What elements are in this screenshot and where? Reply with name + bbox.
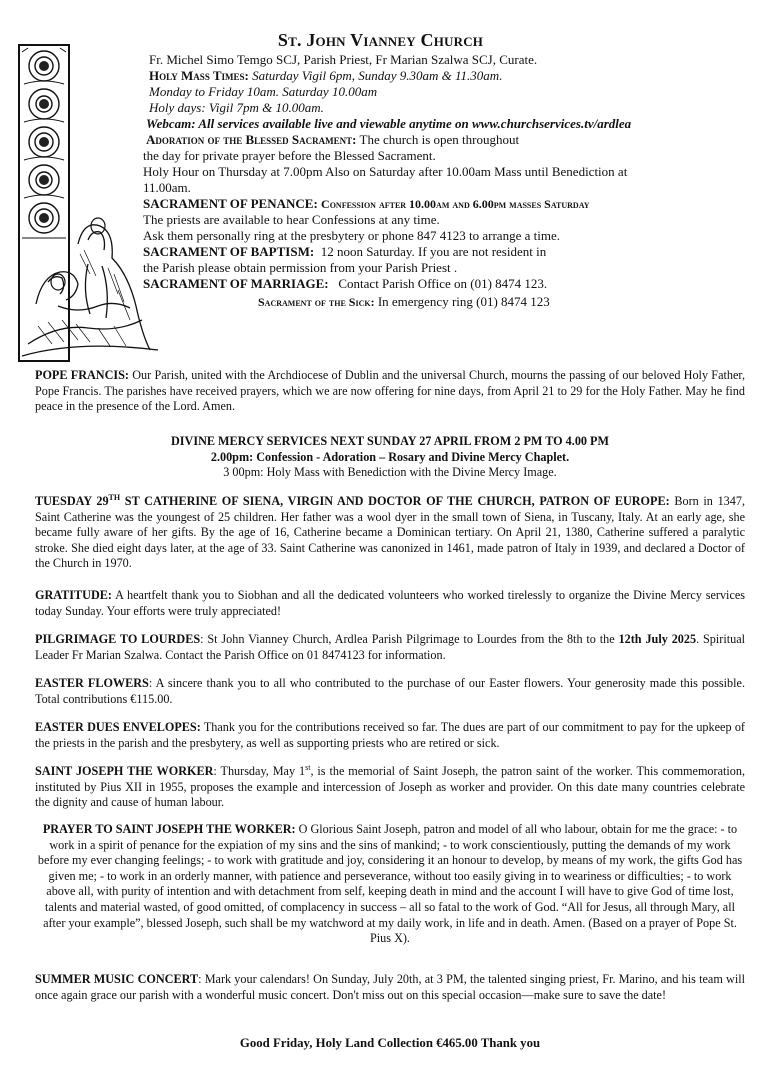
pope-francis-text: Our Parish, united with the Archdiocese of Dublin and the universal Church, mourns the passing of our beloved Holy Father, Pope Francis. The parishes have received prayers, which we are now offering for nine days, from April 21 to 29 for the Holy Father. May he find peace in the presence of the Lord. Amen.	[35, 368, 745, 414]
easter-flowers-paragraph	[35, 676, 745, 707]
divine-mercy-schedule-1: 2.00pm: Confession - Adoration – Rosary and Divine Mercy Chaplet.	[210, 449, 570, 464]
pope-francis-paragraph	[35, 368, 745, 415]
divine-mercy-heading: DIVINE MERCY SERVICES NEXT SUNDAY 27 APRIL FROM 2 PM TO 4.00 PM	[170, 434, 610, 448]
webcam-line: Webcam: All services available live and viewable anytime on www.churchservices.tv/ardlea	[146, 116, 632, 131]
sick-text: In emergency ring (01) 8474 123	[377, 294, 550, 309]
easter-dues-label: EASTER DUES ENVELOPES:	[35, 720, 201, 734]
adoration-line	[146, 132, 519, 148]
baptism-line	[143, 244, 546, 260]
header-section	[0, 0, 761, 370]
sick-line	[258, 294, 550, 310]
gratitude-label: GRATITUDE:	[35, 588, 112, 602]
saint-joseph-label: SAINT JOSEPH THE WORKER	[35, 764, 214, 778]
easter-flowers-label: EASTER FLOWERS	[35, 676, 149, 690]
pieta-engraving-image	[18, 44, 162, 362]
pope-francis-label: POPE FRANCIS:	[35, 368, 129, 382]
mass-times-label: Holy Mass Times:	[149, 68, 249, 83]
divine-mercy-section	[35, 434, 745, 481]
summer-concert-paragraph	[35, 972, 745, 1003]
adoration-line-2: the day for private prayer before the Blessed Sacrament.	[143, 148, 436, 163]
easter-dues-text: Thank you for the contributions received so far. The dues are part of our commitment to pay for the upkeep of the priests in the parish and the presbytery, as well as supporting priests who are retired or sick.	[35, 720, 745, 750]
baptism-label: SACRAMENT OF BAPTISM:	[143, 244, 315, 259]
st-catherine-paragraph	[35, 494, 745, 572]
summer-concert-label: SUMMER MUSIC CONCERT	[35, 972, 199, 986]
holy-land-collection-footer: Good Friday, Holy Land Collection €465.00 Thank you	[239, 1036, 541, 1050]
holy-hour-line-2: 11.00am.	[143, 180, 191, 195]
baptism-text-2: the Parish please obtain permission from your Parish Priest .	[143, 260, 458, 275]
saint-joseph-paragraph: SAINT JOSEPH THE WORKER: Thursday, May 1st, is the memorial of Saint Joseph, the patron saint of the worker. This commemoration, instituted by Pius XII in 1955, proposes the example and intercession of Joseph as worker and provider. On this date many countries celebrate the dignity and cause of human labour.	[35, 762, 745, 810]
prayer-text: O Glorious Saint Joseph, patron and model of all who labour, obtain for me the grace: - to work in a spirit of penance for the expiation of my sins and the sins of mankind; - to work conscientiously, putting the demands of my work before my ever changing feelings; - to work with gratitude and joy, considering it an honour to develop, by means of my work, the gifts God has given me; - to work in an orderly manner, with patience and perseverance, without too easily giving in to weariness or difficulties; - to work above all, with purity of intention and with detachment from self, keeping death in mind and the account I will have to give God of time lost, talents and material wasted, of good omitted, of complacency in success – all so fatal to the work of God. “All for Jesus, all through Mary, all after your example”, blessed Joseph, such shall be my watchword at my daily work, in life and in death. Amen. (Based on a prayer of Pope St. Pius X).	[37, 822, 743, 946]
priests-line: Fr. Michel Simo Temgo SCJ, Parish Priest, Fr Marian Szalwa SCJ, Curate.	[149, 52, 538, 67]
sick-label: Sacrament of the Sick:	[258, 295, 375, 309]
penance-text-1: The priests are available to hear Confessions at any time.	[143, 212, 440, 227]
marriage-label: SACRAMENT OF MARRIAGE:	[143, 276, 329, 291]
easter-flowers-text: : A sincere thank you to all who contributed to the purchase of our Easter flowers. Your generosity made this possible. Total contributions €115.00.	[35, 676, 745, 706]
page-title: St. John Vianney Church	[277, 30, 484, 50]
weekday-times-line: Monday to Friday 10am. Saturday 10.00am	[149, 84, 378, 99]
penance-label: SACRAMENT OF PENANCE:	[143, 196, 318, 211]
marriage-text: Contact Parish Office on (01) 8474 123.	[338, 276, 548, 291]
gratitude-text: A heartfelt thank you to Siobhan and all the dedicated volunteers who worked tirelessly to organize the Divine Mercy services today Sunday. Your efforts were truly appreciated!	[35, 588, 745, 618]
marriage-line	[143, 276, 547, 292]
lourdes-label: PILGRIMAGE TO LOURDES	[35, 632, 201, 646]
holy-hour-line: Holy Hour on Thursday at 7.00pm Also on Saturday after 10.00am Mass until Benediction at	[143, 164, 628, 179]
st-catherine-label: TUESDAY 29TH ST CATHERINE OF SIENA, VIRGIN AND DOCTOR OF THE CHURCH, PATRON OF EUROPE:	[35, 492, 670, 508]
mass-times-line	[149, 68, 502, 84]
lourdes-paragraph: PILGRIMAGE TO LOURDES: St John Vianney Church, Ardlea Parish Pilgrimage to Lourdes from the 8th to the 12th July 2025. Spiritual Leader Fr Marian Szalwa. Contact the Parish Office on 01 8474123 for information.	[35, 632, 745, 662]
penance-times: Confession after 10.00am and 6.00pm masses Saturday	[321, 197, 590, 211]
mass-times-value: Saturday Vigil 6pm, Sunday 9.30am & 11.30am.	[252, 68, 503, 83]
prayer-paragraph	[35, 822, 745, 947]
divine-mercy-schedule-2: 3 00pm: Holy Mass with Benediction with the Divine Mercy Image.	[223, 465, 557, 480]
penance-line	[143, 196, 590, 212]
gratitude-paragraph	[35, 588, 745, 619]
adoration-label: Adoration of the Blessed Sacrament:	[146, 132, 357, 147]
adoration-text: The church is open throughout	[359, 132, 520, 147]
prayer-label: PRAYER TO SAINT JOSEPH THE WORKER:	[42, 822, 296, 836]
st-catherine-text: Born in 1347, Saint Catherine was the youngest of 25 children. Her father was a wool dyer in the small town of Siena, in Tuscany, Italy. At an early age, she became fully aware of her gifts. By the age of 16, Catherine became a Dominican tertiary. On April 21, 1380, Catherine suffered a paralytic stroke. She died eight days later, at the age of 33. Saint Catherine was canonized in 1461, made patron of Italy in 1939, and declared a Doctor of the Church in 1970.	[35, 494, 746, 571]
easter-dues-paragraph	[35, 720, 745, 751]
holy-days-line: Holy days: Vigil 7pm & 10.00am.	[149, 100, 324, 115]
baptism-text: 12 noon Saturday. If you are not resident in	[320, 244, 547, 259]
summer-concert-text: : Mark your calendars! On Sunday, July 20th, at 3 PM, the talented singing priest, Fr. Marino, and his team will once again grace our parish with a wonderful music concert. Don't miss out on this special occasion—make sure to save the date!	[35, 972, 745, 1002]
penance-text-2: Ask them personally ring at the presbytery or phone 847 4123 to arrange a time.	[143, 228, 560, 243]
